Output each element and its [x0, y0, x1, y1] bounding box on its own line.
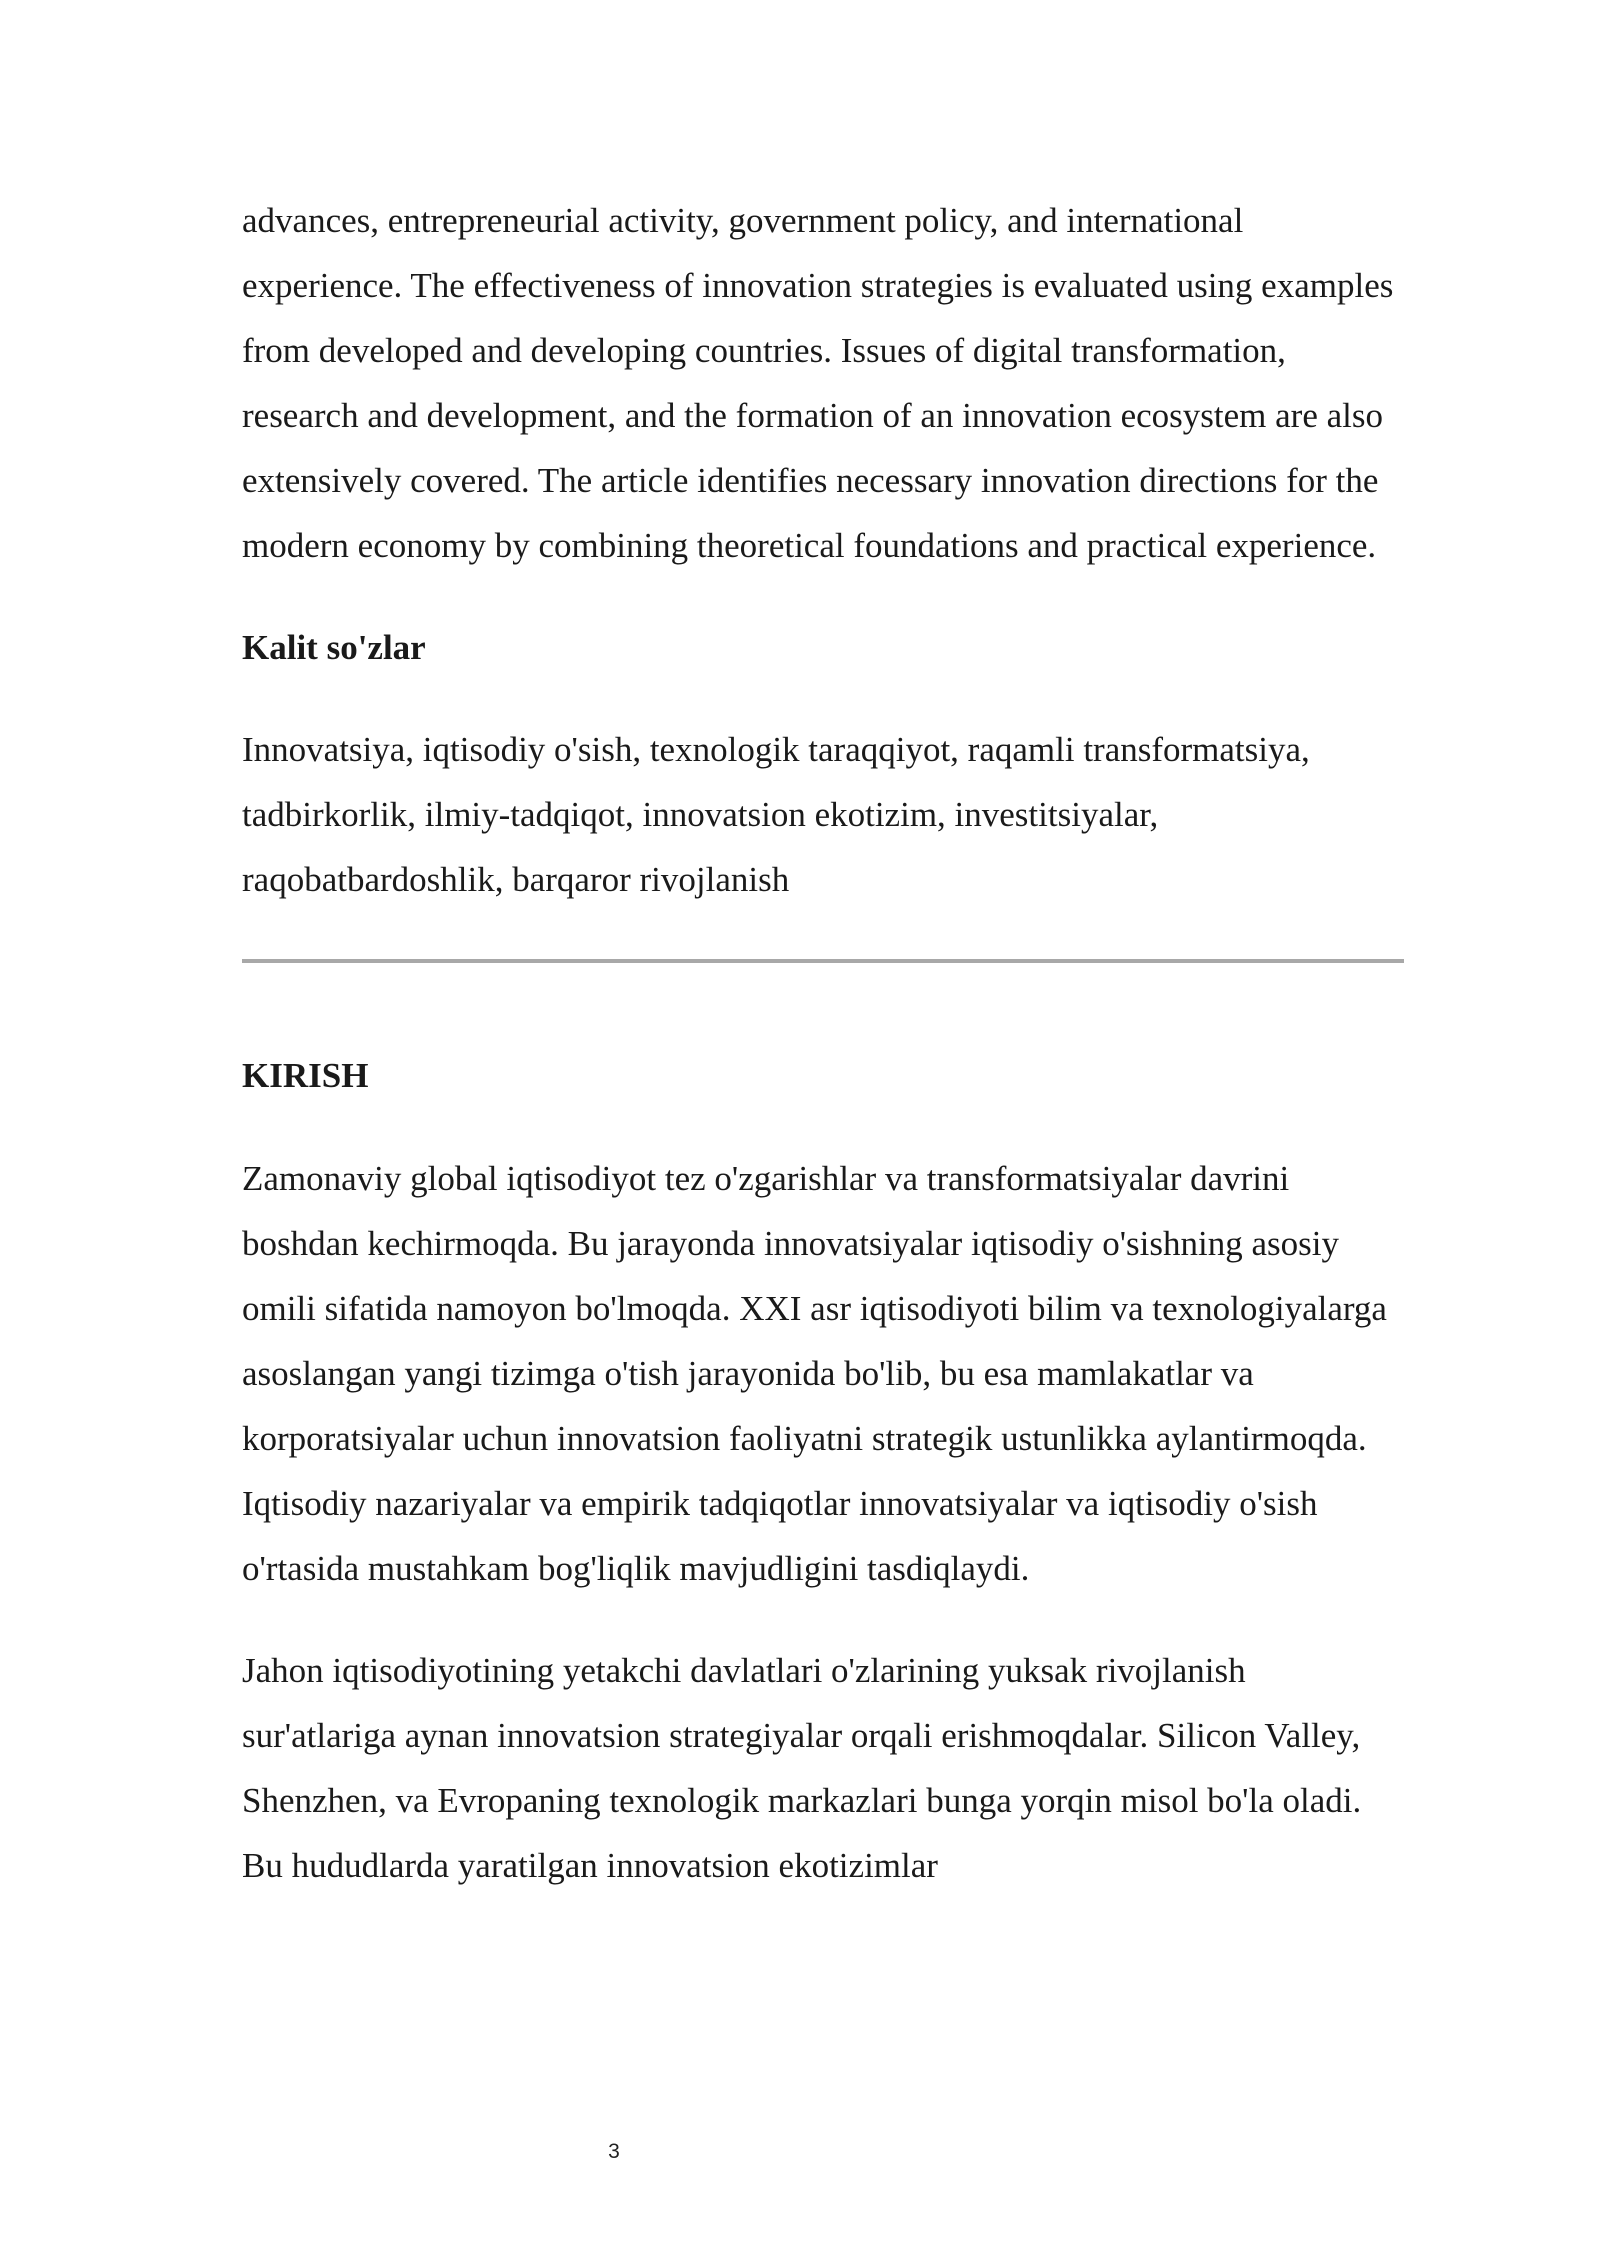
intro-heading: KIRISH — [242, 1056, 369, 1095]
page-number: 3 — [608, 2140, 620, 2163]
intro-paragraph: Jahon iqtisodiyotining yetakchi davlatlari o'zlarining yuksak rivojlanish sur'atlariga aynan innovatsion strategiyalar orqali erishmoqdalar. Silicon Valley, Shenzhen, va Evropaning texnologik markazlari bunga yorqin misol bo'la oladi. Bu hududlarda yaratilgan innovatsion ekotizimlar — [242, 1651, 1362, 1885]
section-divider — [242, 959, 1404, 963]
intro-paragraph: Zamonaviy global iqtisodiyot tez o'zgarishlar va transformatsiyalar davrini boshdan kechirmoqda. Bu jarayonda innovatsiyalar iqtisodiy o'sishning asosiy omili sifatida namoyon bo'lmoqda. XXI asr iqtisodiyoti bilim va texnologiyalarga asoslangan yangi tizimga o'tish jarayonida bo'lib, bu esa mamlakatlar va korporatsiyalar uchun innovatsion faoliyatni strategik ustunlikka aylantirmoqda. Iqtisodiy nazariyalar va empirik tadqiqotlar innovatsiyalar va iqtisodiy o'sish o'rtasida mustahkam bog'liqlik mavjudligini tasdiqlaydi. — [242, 1159, 1387, 1588]
keywords-text: Innovatsiya, iqtisodiy o'sish, texnologik taraqqiyot, raqamli transformatsiya, tadbirkorlik, ilmiy-tadqiqot, innovatsion ekotizim, investitsiyalar, raqobatbardoshlik, barqaror rivojlanish — [242, 730, 1310, 899]
page-content — [242, 188, 1402, 1898]
abstract-paragraph: advances, entrepreneurial activity, government policy, and international experience. The effectiveness of innovation strategies is evaluated using examples from developed and developing countries. Issues of digital transformation, research and development, and the formation of an innovation ecosystem are also extensively covered. The article identifies necessary innovation directions for the modern economy by combining theoretical foundations and practical experience. — [242, 201, 1394, 565]
keywords-heading: Kalit so'zlar — [242, 628, 426, 667]
